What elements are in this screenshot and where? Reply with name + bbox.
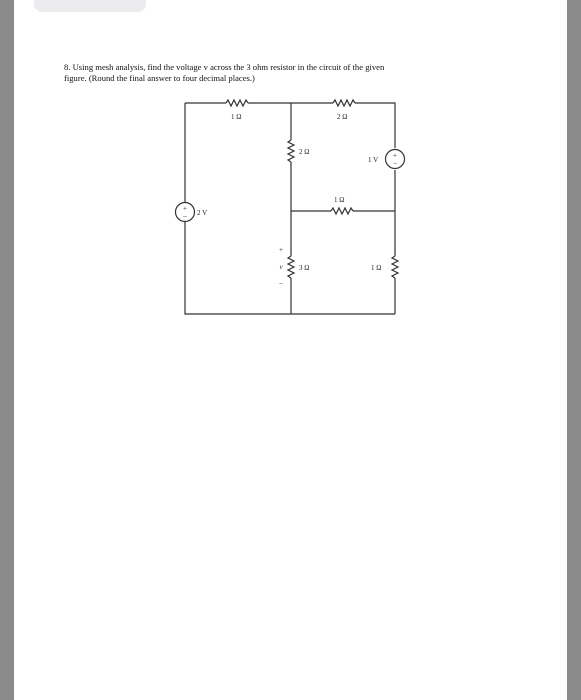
voltage-source-left [176,203,195,222]
source-right-minus: – [393,159,397,168]
resistor-top-left [226,100,248,106]
source-right-label: 1 V [368,156,379,164]
label-r-mid-vertical: 2 Ω [299,148,310,156]
resistor-top-right [333,100,355,106]
resistor-bottom-right [392,256,398,278]
label-r-top-left: 1 Ω [231,113,242,121]
label-r-bottom-mid: 3 Ω [299,264,310,272]
question-line-2: figure. (Round the final answer to four decimal places.) [64,73,255,83]
label-r-mid-horizontal: 1 Ω [334,196,345,204]
source-right-plus: + [393,151,397,160]
resistor-bottom-mid [288,256,294,278]
voltage-v-minus: – [279,279,283,287]
voltage-source-right [386,150,405,169]
wire-top-c [355,103,395,148]
source-left-plus: + [183,204,187,213]
source-left-minus: – [183,212,187,221]
resistor-mid-vertical [288,140,294,162]
label-r-top-right: 2 Ω [337,113,348,121]
voltage-v-label: v [279,263,283,271]
wire-left-lower-bottom [185,222,395,314]
voltage-v-plus: + [279,246,283,254]
question-line-1: 8. Using mesh analysis, find the voltage v across the 3 ohm resistor in the circuit of the given [64,62,385,72]
source-left-label: 2 V [197,209,208,217]
label-r-bottom-right: 1 Ω [371,264,382,272]
resistor-mid-horizontal [331,208,353,214]
